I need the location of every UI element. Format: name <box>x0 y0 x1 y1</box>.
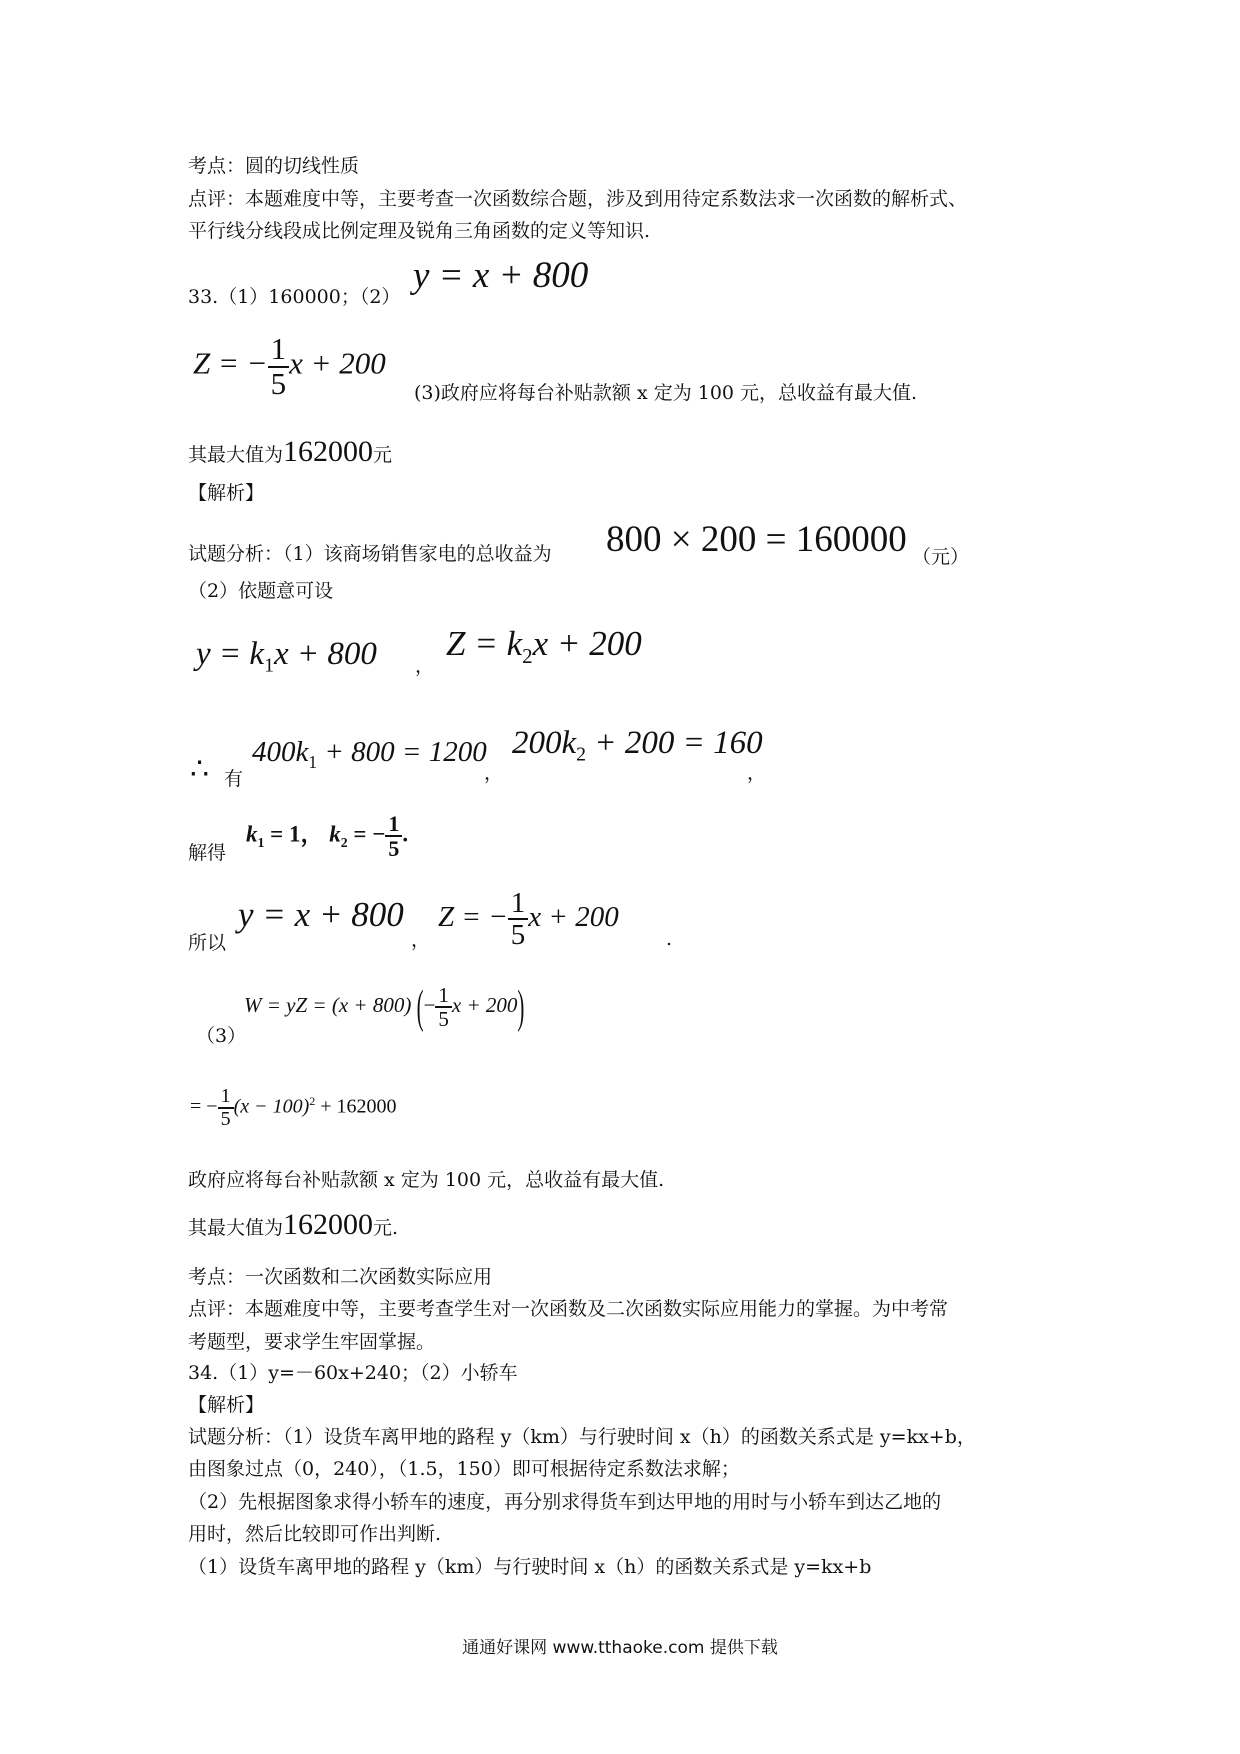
eq2-b: + 200 = 160 <box>586 725 763 761</box>
dianping-line-2b: 考题型，要求学生牢固掌握。 <box>188 1331 436 1353</box>
z-k2-text: Z = k <box>446 624 523 663</box>
w-neg: − <box>423 992 436 1017</box>
eq2-a: 200k <box>512 725 577 761</box>
result-z-rest: x + 200 <box>528 901 619 934</box>
z-rest: x + 200 <box>289 345 386 381</box>
therefore-symbol: ∴ <box>190 752 210 787</box>
analysis34-line-a: 试题分析：（1）设货车离甲地的路程 y（km）与行驶时间 x（h）的函数关系式是 y=kx+b， <box>188 1426 976 1448</box>
yuan-paren: （元） <box>912 546 970 568</box>
q33-z-formula <box>193 333 386 400</box>
period-1: . <box>666 928 673 950</box>
formula-y-k1 <box>196 636 377 678</box>
paren-close: ) <box>517 979 525 1033</box>
y-k1-text: y = k <box>196 636 265 672</box>
kaodian-line-2: 考点：一次函数和二次函数实际应用 <box>188 1266 493 1288</box>
analysis34-line-e: （1）设货车离甲地的路程 y（km）与行驶时间 x（h）的函数关系式是 y=kx+b <box>188 1556 872 1578</box>
eq1-sub: 1 <box>308 751 318 772</box>
kaodian-line-1: 考点：圆的切线性质 <box>188 155 360 177</box>
eq1-b: + 800 = 1200 <box>317 736 487 768</box>
sq-tail: + 162000 <box>315 1095 397 1118</box>
sol-k2-sub: 2 <box>340 834 348 850</box>
sq-rest: (x − 100) <box>233 1095 310 1118</box>
result-y: y = x + 800 <box>238 895 404 934</box>
jiede-text: 解得 <box>188 842 227 864</box>
q33-answer-prefix: 33.（1）160000；（2） <box>188 286 401 308</box>
result-z <box>438 888 619 951</box>
z-lhs: Z = − <box>193 345 268 381</box>
jiexi-heading-1: 【解析】 <box>188 482 265 504</box>
square-formula <box>190 1086 397 1130</box>
analysis-line-1 <box>188 542 552 566</box>
result-z-fraction: $\frac{1}{5}$ <box>508 888 529 951</box>
dianping-line-1b: 平行线分线段成比例定理及锐角三角函数的定义等知识. <box>188 220 651 242</box>
dianping-line-1a: 点评：本题难度中等，主要考查一次函数综合题，涉及到用待定系数法求一次函数的解析式、 <box>188 188 968 210</box>
max-value-line-1 <box>188 435 393 468</box>
y-k1-rest: x + 800 <box>273 636 377 672</box>
comma-2: ， <box>484 762 504 784</box>
w-fraction: $\frac{1}{5}$ <box>435 984 452 1030</box>
sq-fraction: $\frac{1}{5}$ <box>218 1086 234 1130</box>
max-label-2: 其最大值为 <box>188 1217 284 1239</box>
paren-open: ( <box>416 979 424 1033</box>
q33-part3-text: (3)政府应将每台补贴款额 x 定为 100 元，总收益有最大值. <box>414 382 918 404</box>
eq2-sub: 2 <box>576 743 587 766</box>
w-lhs: W = yZ = (x + 800) <box>244 992 412 1017</box>
yuan-label-2: 元. <box>373 1217 399 1239</box>
sol-period: . <box>402 821 409 847</box>
sq-pre: = − <box>190 1095 218 1118</box>
sol-k1: k <box>246 821 258 847</box>
sol-k2-rest: = − <box>347 821 386 847</box>
analysis34-line-d: 用时，然后比较即可作出判断. <box>188 1523 442 1545</box>
comma-3: ， <box>747 762 767 784</box>
max-value-2: 162000 <box>283 1208 374 1241</box>
yuan-label: 元 <box>373 444 393 466</box>
comma-1: ， <box>415 655 435 677</box>
analysis-text: 试题分析：（1）该商场销售家电的总收益为 <box>188 543 552 565</box>
sol-k2: k <box>329 821 341 847</box>
q33-y-formula: y = x + 800 <box>413 255 589 296</box>
equation-1 <box>252 736 487 773</box>
footer-watermark: 通通好课网 www.tthaoke.com 提供下载 <box>462 1638 778 1658</box>
fraction-one-fifth: $\frac{1}{5}$ <box>268 333 290 400</box>
z-k2-rest: x + 200 <box>532 624 642 663</box>
suoyi-text: 所以 <box>188 932 227 954</box>
k2-sub: 2 <box>522 644 533 668</box>
gov-line: 政府应将每台补贴款额 x 定为 100 元，总收益有最大值. <box>188 1169 665 1191</box>
result-z-lhs: Z = − <box>438 901 508 934</box>
k1-sub: 1 <box>264 654 274 677</box>
jiexi-heading-2: 【解析】 <box>188 1394 265 1416</box>
equation-2 <box>512 725 763 767</box>
eq1-a: 400k <box>252 736 309 768</box>
you-text: 有 <box>224 768 244 790</box>
analysis34-line-b: 由图象过点（0，240），（1.5，150）即可根据待定系数法求解； <box>188 1458 740 1480</box>
comma-4: ， <box>411 929 431 951</box>
q2-set-line: （2）依题意可设 <box>188 580 334 602</box>
max-label: 其最大值为 <box>188 444 284 466</box>
w-tail: x + 200 <box>451 992 518 1017</box>
max-value: 162000 <box>283 435 374 468</box>
solution-k <box>246 812 408 860</box>
max-value-line-2 <box>188 1208 399 1241</box>
formula-z-k2 <box>446 624 642 669</box>
sol-fraction: $\frac{1}{5}$ <box>385 812 402 860</box>
dianping-line-2a: 点评：本题难度中等，主要考查学生对一次函数及二次函数实际应用能力的掌握。为中考常 <box>188 1298 949 1320</box>
q34-answer: 34.（1）y=－60x+240；（2）小轿车 <box>188 1362 518 1384</box>
sol-k1-sub: 1 <box>257 834 265 850</box>
sq-exp: 2 <box>309 1093 316 1108</box>
part3-label: （3） <box>196 1025 247 1047</box>
analysis34-line-c: （2）先根据图象求得小轿车的速度，再分别求得货车到达甲地的用时与小轿车到达乙地的 <box>188 1491 942 1513</box>
w-formula <box>244 979 525 1033</box>
sol-k1-rest: = 1， <box>264 821 324 847</box>
product-formula: 800 × 200 = 160000 <box>606 519 907 560</box>
